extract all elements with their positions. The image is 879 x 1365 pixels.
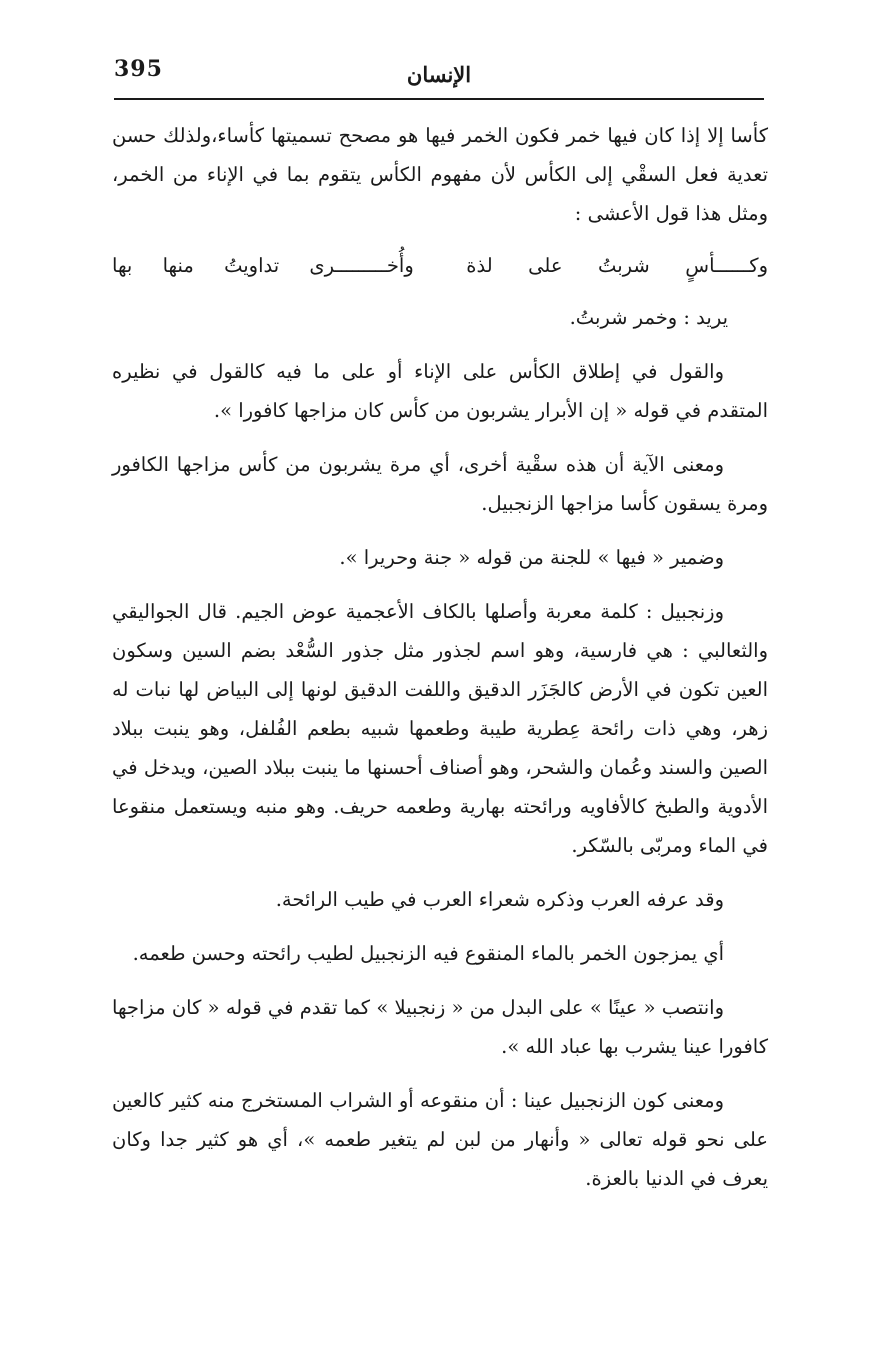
paragraph-zanjabil-definition: وزنجبيل : كلمة معربة وأصلها بالكاف الأعجمية عوض الجيم. قال الجواليقي والثعالبي : هي فارسية، وهو اسم لجذور مثل جذور السُّعْد بضم السين وسكون العين تكون في الأرض كالجَزَر الدقيق واللفت الدقيق لونها إلى البياض لها نبات له زهر، وهي ذات رائحة عِطرية طيبة وطعمها شبيه بطعم الفُلفل، وهو ينبت ببلاد الصين والسند وعُمان والشحر، وهو أصناف أحسنها ما ينبت ببلاد الصين، ويدخل في الأدوية والطبخ كالأفاويه ورائحته بهارية وطعمه حريف. وهو منبه ويستعمل منقوعا في الماء ومربّى بالسّكر. xyxy=(112,600,768,857)
verse-second-hemistich: وأُخـــــــــرى تداويتُ منها بها xyxy=(112,254,414,277)
paragraph-grammar: وانتصب « عينًا » على البدل من « زنجبيلا » كما تقدم في قوله « كان مزاجها كافورا عينا يشرب بها عباد الله ». xyxy=(112,996,768,1058)
verse-first-hemistich: وكــــــأسٍ شربتُ على لذة xyxy=(466,254,768,277)
page-header xyxy=(114,52,764,100)
paragraph-spring-meaning: ومعنى كون الزنجبيل عينا : أن منقوعه أو الشراب المستخرج منه كثير كالعين على نحو قوله تعالى « وأنهار من لبن لم يتغير طعمه »، أي هو كثير جدا وكان يعرف في الدنيا بالعزة. xyxy=(112,1089,768,1190)
paragraph-arabs-knowledge: وقد عرفه العرب وذكره شعراء العرب في طيب الرائحة. xyxy=(275,888,724,911)
page-number: 395 xyxy=(114,56,163,82)
poetry-verse xyxy=(112,248,768,284)
header-rule xyxy=(114,98,764,100)
paragraph-pronoun: وضمير « فيها » للجنة من قوله « جنة وحريرا ». xyxy=(339,546,724,569)
chapter-title: الإنسان xyxy=(406,62,472,87)
paragraph-mixing: أي يمزجون الخمر بالماء المنقوع فيه الزنجبيل لطيب رائحته وحسن طعمه. xyxy=(132,942,724,965)
paragraph-verse-meaning: يريد : وخمر شربتُ. xyxy=(569,306,728,329)
body-text xyxy=(112,116,768,1213)
paragraph-kas-usage: والقول في إطلاق الكأس على الإناء أو على ما فيه كالقول في نظيره المتقدم في قوله « إن الأبرار يشربون من كأس كان مزاجها كافورا ». xyxy=(112,360,768,422)
paragraph-kas-definition: كأسا إلا إذا كان فيها خمر فكون الخمر فيها هو مصحح تسميتها كأساء،ولذلك حسن تعدية فعل السقْي إلى الكأس لأن مفهوم الكأس يتقوم بما في الإناء من الخمر، ومثل هذا قول الأعشى : xyxy=(112,124,768,225)
paragraph-verse-meaning-other: ومعنى الآية أن هذه سقْية أخرى، أي مرة يشربون من كأس مزاجها الكافور ومرة يسقون كأسا مزاجها الزنجبيل. xyxy=(112,453,768,515)
